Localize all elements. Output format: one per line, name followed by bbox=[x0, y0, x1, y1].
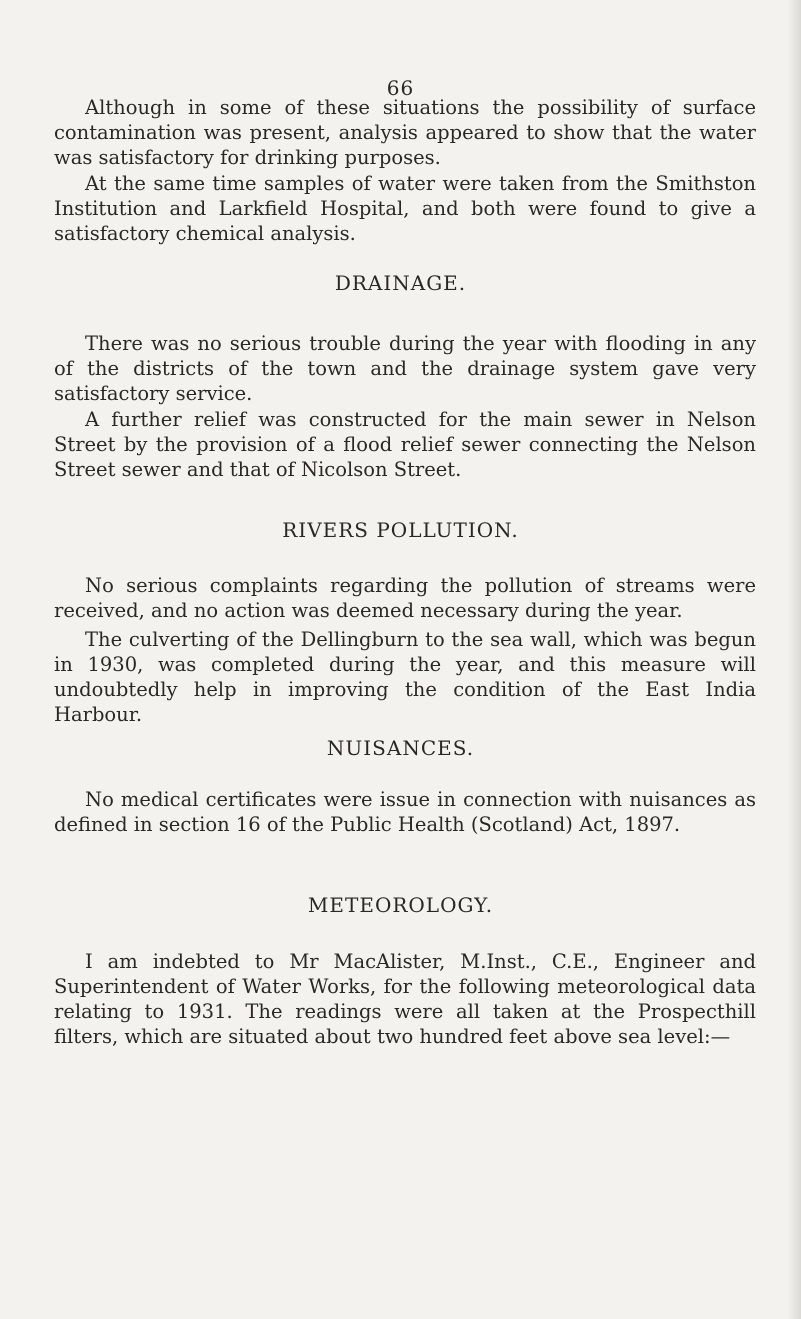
page-edge-shadow bbox=[787, 0, 801, 1319]
drainage-paragraph-1: There was no serious trouble during the year with flooding in any of the districts of the town and the drainage system gave very satisfactory service. bbox=[54, 332, 756, 405]
drainage-paragraph-2: A further relief was constructed for the main sewer in Nelson Street by the provision of a flood relief sewer connecting the Nelson Street sewer and that of Nicolson Street. bbox=[54, 408, 756, 481]
nuisances-paragraph-1: No medical certificates were issue in connection with nuisances as defined in section 16 of the Public Health (Scotland) Act, 1897. bbox=[54, 788, 756, 836]
nuisances-heading: NUISANCES. bbox=[326, 736, 475, 760]
rivers-pollution-paragraph-1: No serious complaints regarding the pollution of streams were received, and no action was deemed necessary during the year. bbox=[54, 574, 756, 622]
page-number: 66 bbox=[386, 76, 415, 100]
meteorology-heading: METEOROLOGY. bbox=[307, 893, 494, 917]
intro-paragraph-1: Although in some of these situations the possibility of surface contamination was present, analysis appeared to show that the water was satisfactory for drinking purposes. bbox=[54, 96, 756, 169]
rivers-pollution-heading: RIVERS POLLUTION. bbox=[282, 518, 519, 542]
drainage-heading: DRAINAGE. bbox=[334, 271, 467, 295]
meteorology-paragraph-1: I am indebted to Mr MacAlister, M.Inst., C.E., Engineer and Superintendent of Water Works, for the following meteorological data relating to 1931. The readings were all taken at the Prospecthill filters, which are situated about two hundred feet above sea level:— bbox=[54, 950, 756, 1048]
rivers-pollution-paragraph-2: The culverting of the Dellingburn to the sea wall, which was begun in 1930, was completed during the year, and this measure will undoubtedly help in improving the condition of the East India Harbour. bbox=[54, 628, 756, 726]
intro-paragraph-2: At the same time samples of water were taken from the Smithston Institution and Larkfield Hospital, and both were found to give a satisfactory chemical analysis. bbox=[54, 172, 756, 245]
